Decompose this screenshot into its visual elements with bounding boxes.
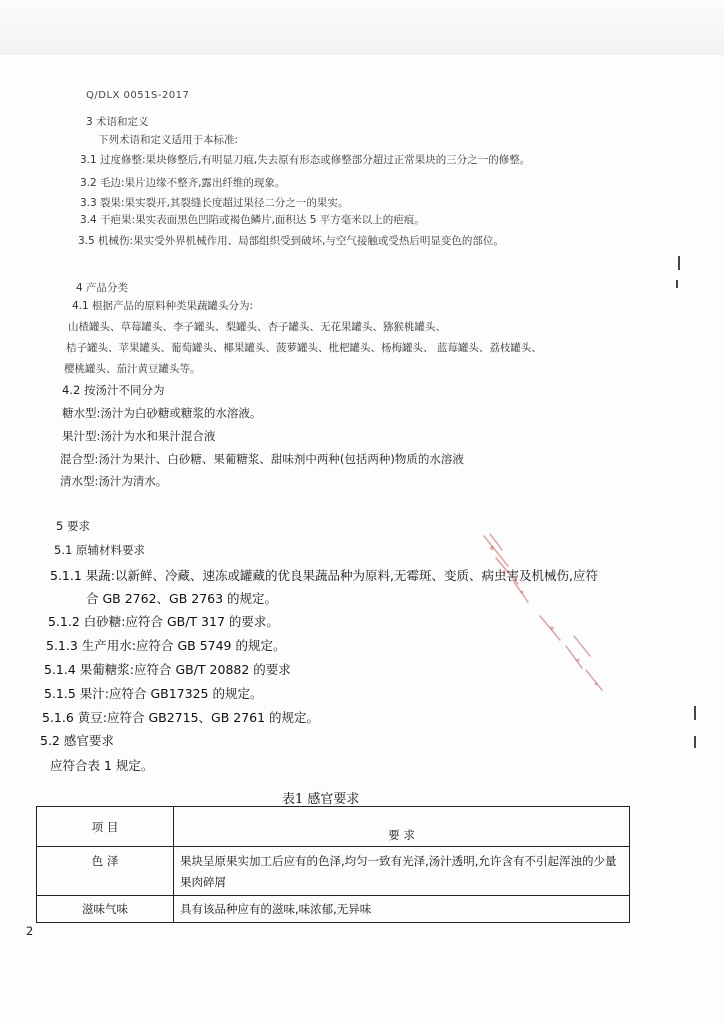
clear-water-type: 清水型:汤汁为清水。 [60,474,168,488]
section5-2-title: 5.2 感官要求 [40,733,114,748]
table-cell-requirement [174,847,630,896]
table-cell-requirement: 具有该品种应有的滋味,味浓郁,无异味 [174,896,630,923]
requirement-5-1-5: 5.1.5 果汁:应符合 GB17325 的规定。 [44,686,263,701]
table-header-item: 项 目 [37,807,174,847]
scan-edge-mark [676,280,678,288]
requirement-5-1-3: 5.1.3 生产用水:应符合 GB 5749 的规定。 [46,638,286,653]
requirement-line-1: 果块呈原果实加工后应有的色泽,均匀一致有光泽,汤汁透明,允许含有不引起浑浊的少量 [180,854,617,868]
table-cell-item: 滋味气味 [37,896,174,923]
syrup-type: 糖水型:汤汁为白砂糖或糖浆的水溶液。 [62,406,262,420]
section3-title: 3 术语和定义 [86,116,149,128]
mixed-type: 混合型:汤汁为果汁、白砂糖、果葡糖浆、甜味剂中两种(包括两种)物质的水溶液 [60,452,464,466]
scan-edge-mark [694,736,696,748]
product-list-line-1: 山楂罐头、草莓罐头、李子罐头、梨罐头、杏子罐头、无花果罐头、猕猴桃罐头、 [68,321,446,333]
requirement-5-1-6: 5.1.6 黄豆:应符合 GB2715、GB 2761 的规定。 [42,710,320,725]
requirement-5-1-4: 5.1.4 果葡糖浆:应符合 GB/T 20882 的要求 [44,662,291,677]
section5-title: 5 要求 [56,519,90,533]
section5-2-text: 应符合表 1 规定。 [50,758,154,773]
definition-3-3: 3.3 裂果:果实裂开,其裂缝长度超过果径二分之一的果实。 [80,197,349,209]
definition-3-2: 3.2 毛边:果片边缘不整齐,露出纤维的现象。 [80,177,286,189]
juice-type: 果汁型:汤汁为水和果汁混合液 [62,429,216,443]
requirement-5-1-1-line2: 合 GB 2762、GB 2763 的规定。 [86,591,278,606]
standard-code: Q/DLX 0051S-2017 [86,90,190,101]
scan-top-band [0,0,724,55]
section5-1-title: 5.1 原辅材料要求 [54,543,145,557]
requirement-line-2: 果肉碎屑 [180,875,226,889]
table-header-requirement: 要 求 [174,807,630,847]
product-list-line-2: 桔子罐头、苹果罐头、葡萄罐头、椰果罐头、菠萝罐头、枇杷罐头、杨梅罐头、 蓝莓罐头、荔枝罐头、 [66,342,542,354]
product-list-line-3: 樱桃罐头、茄汁黄豆罐头等。 [64,363,201,375]
table-row [37,847,630,896]
scan-edge-mark [678,256,680,270]
section3-intro: 下列术语和定义适用于本标准: [98,134,239,146]
table-header-row [37,807,630,847]
section4-title: 4 产品分类 [76,282,129,294]
page-number: 2 [26,924,34,938]
table-cell-item: 色 泽 [37,847,174,896]
definition-3-5: 3.5 机械伤:果实受外界机械作用、局部组织受到破坏,与空气接触或受热后明显变色的部位。 [78,235,504,247]
sensory-table [36,806,630,923]
table-row [37,896,630,923]
section4-2-title: 4.2 按汤汁不同分为 [62,383,165,397]
requirement-5-1-1-line1: 5.1.1 果蔬:以新鲜、冷藏、速冻或罐藏的优良果蔬品种为原料,无霉斑、变质、病虫害及机械伤,应符 [50,568,598,583]
table1-caption: 表1 感官要求 [282,792,360,807]
definition-3-1: 3.1 过度修整:果块修整后,有明显刀痕,失去原有形态或修整部分超过正常果块的三分之一的修整。 [80,154,531,166]
requirement-5-1-2: 5.1.2 白砂糖:应符合 GB/T 317 的要求。 [48,614,279,629]
scan-edge-mark [694,706,696,720]
definition-3-4: 3.4 干疤果:果实表面黑色凹陷或褐色鳞片,面积达 5 平方毫米以上的疤痕。 [80,214,425,226]
section4-1-title: 4.1 根据产品的原料种类果蔬罐头分为: [72,300,254,312]
red-seal-marks [478,528,628,698]
